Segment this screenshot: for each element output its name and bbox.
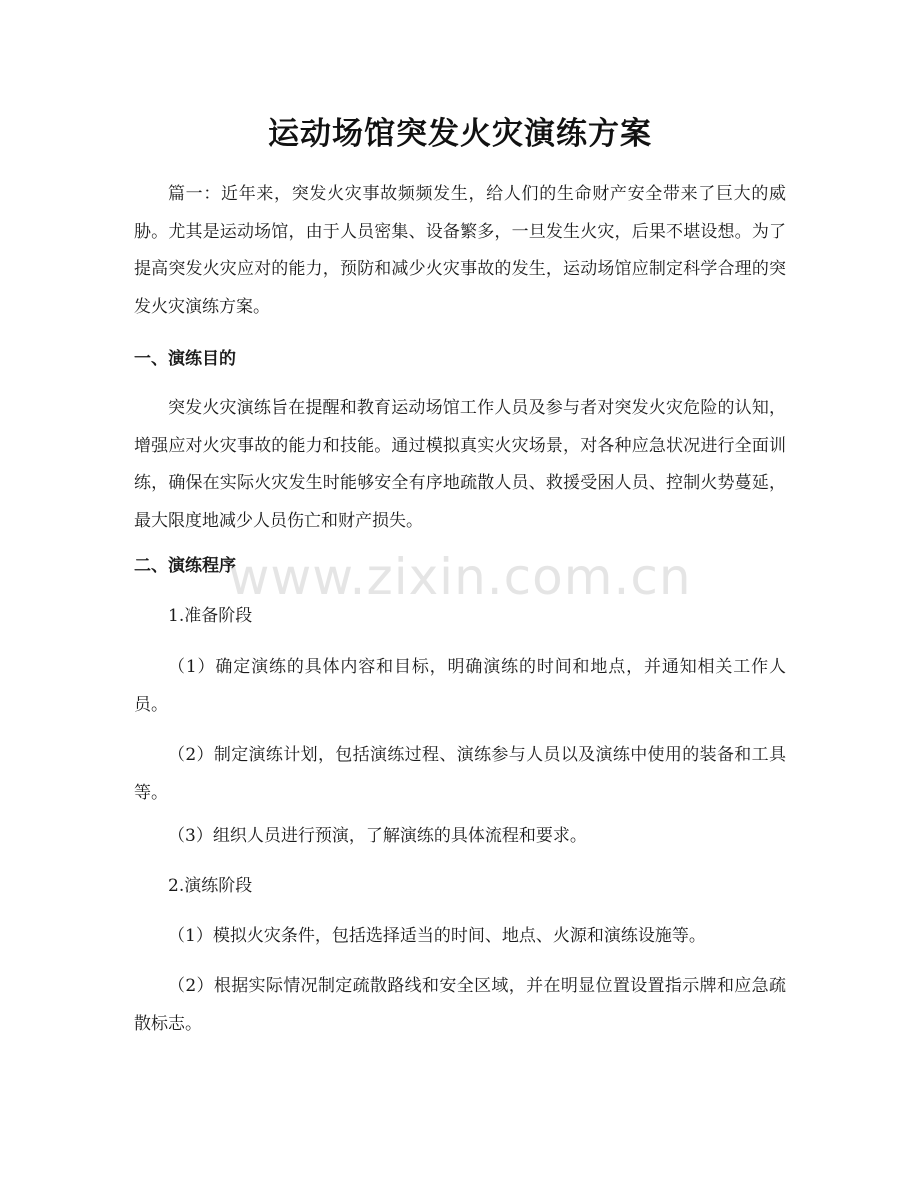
list-item: （2）制定演练计划，包括演练过程、演练参与人员以及演练中使用的装备和工具等。 [134,745,786,803]
stage-title-preparation: 1.准备阶段 [168,606,253,626]
intro-paragraph: 篇一：近年来，突发火灾事故频频发生，给人们的生命财产安全带来了巨大的威胁。尤其是运动场馆，由于人员密集、设备繁多，一旦发生火灾，后果不堪设想。为了提高突发火灾应对的能力，预防和减少火灾事故的发生，运动场馆应制定科学合理的突发火灾演练方案。 [134,184,786,317]
watermark: www.zixin.com.cn [228,548,692,606]
section-heading-purpose: 一、演练目的 [134,349,236,369]
list-item: （1）确定演练的具体内容和目标，明确演练的时间和地点，并通知相关工作人员。 [134,657,786,715]
stage-title-drill: 2.演练阶段 [168,876,253,896]
list-item: （1）模拟火灾条件，包括选择适当的时间、地点、火源和演练设施等。 [168,926,706,946]
list-item: （3）组织人员进行预演，了解演练的具体流程和要求。 [168,826,587,846]
section-heading-procedure: 二、演练程序 [134,556,236,576]
list-item: （2）根据实际情况制定疏散路线和安全区域，并在明显位置设置指示牌和应急疏散标志。 [134,976,786,1034]
document-title: 运动场馆突发火灾演练方案 [268,116,652,152]
purpose-paragraph: 突发火灾演练旨在提醒和教育运动场馆工作人员及参与者对突发火灾危险的认知，增强应对火灾事故的能力和技能。通过模拟真实火灾场景，对各种应急状况进行全面训练，确保在实际火灾发生时能够安全有序地疏散人员、救援受困人员、控制火势蔓延，最大限度地减少人员伤亡和财产损失。 [134,398,786,531]
